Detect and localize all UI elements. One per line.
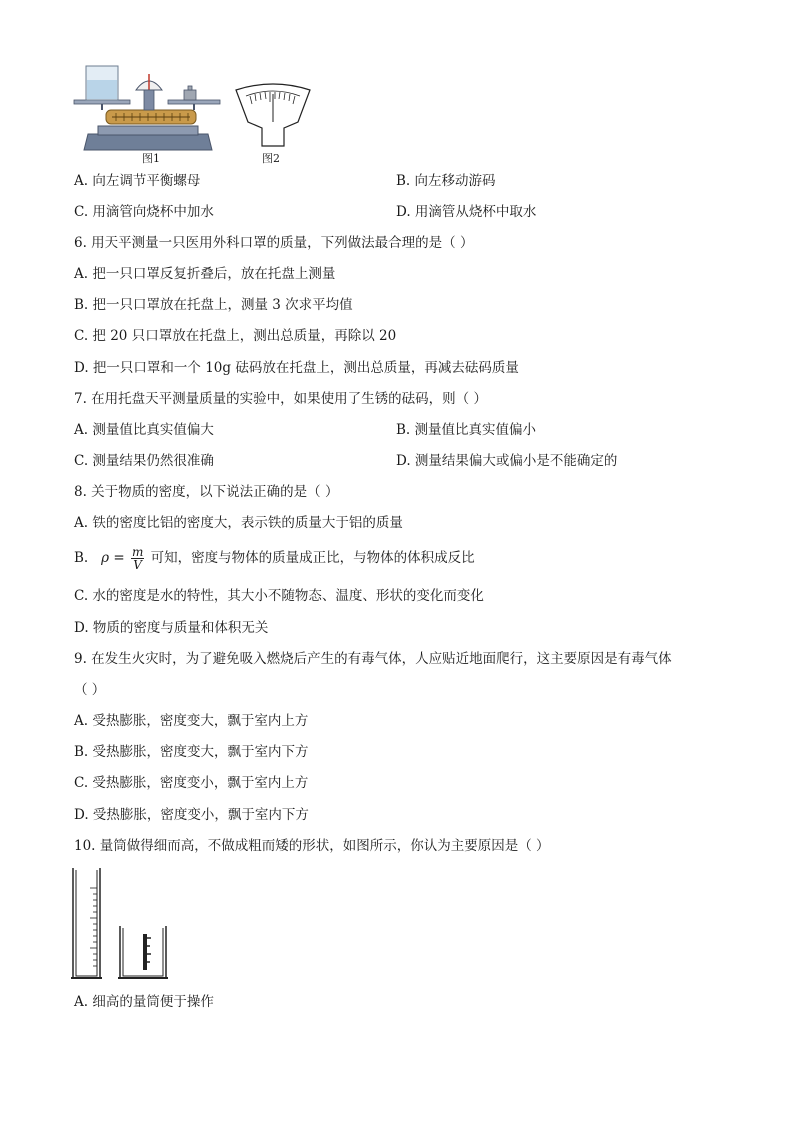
q6-option-c[interactable]: C. 把 20 只口罩放在托盘上，测出总质量，再除以 20: [74, 328, 397, 344]
mass-volume-fraction: [131, 546, 144, 571]
figure-2-caption: 图2: [262, 152, 280, 165]
q10-stem: 10. 量筒做得细而高，不做成粗而矮的形状，如图所示，你认为主要原因是（ ）: [74, 838, 550, 854]
q7-option-a[interactable]: A. 测量值比真实值偏大: [74, 422, 214, 438]
fraction-numerator: m: [131, 545, 144, 559]
q5-option-b[interactable]: B. 向左移动游码: [396, 173, 496, 189]
q9-option-a[interactable]: A. 受热膨胀，密度变大，飘于室内上方: [74, 713, 309, 729]
figure-1-caption: 图1: [142, 152, 160, 165]
q6-option-a[interactable]: A. 把一只口罩反复折叠后，放在托盘上测量: [74, 266, 336, 282]
q8-option-a[interactable]: A. 铁的密度比铝的密度大，表示铁的质量大于铝的质量: [74, 515, 403, 531]
q7-stem: 7. 在用托盘天平测量质量的实验中，如果使用了生锈的砝码，则（ ）: [74, 391, 487, 407]
density-symbol: ρ: [101, 550, 110, 566]
q8-option-b-label: B.: [74, 550, 89, 566]
q5-option-a[interactable]: A. 向左调节平衡螺母: [74, 173, 201, 189]
balance-figure: [72, 60, 224, 152]
q9-stem-line1: 9. 在发生火灾时，为了避免吸入燃烧后产生的有毒气体，人应贴近地面爬行，这主要原因是有毒气体: [74, 651, 672, 667]
q7-option-d[interactable]: D. 测量结果偏大或偏小是不能确定的: [396, 453, 618, 469]
q9-option-d[interactable]: D. 受热膨胀，密度变小，飘于室内下方: [74, 807, 309, 823]
q8-option-b[interactable]: [74, 543, 475, 573]
q8-option-d[interactable]: D. 物质的密度与质量和体积无关: [74, 620, 269, 636]
graduated-cylinders-figure: [70, 866, 176, 984]
q10-option-a[interactable]: A. 细高的量筒便于操作: [74, 994, 214, 1010]
q5-option-d[interactable]: D. 用滴管从烧杯中取水: [396, 204, 537, 220]
q6-option-b[interactable]: B. 把一只口罩放在托盘上，测量 3 次求平均值: [74, 297, 353, 313]
q9-option-c[interactable]: C. 受热膨胀，密度变小，飘于室内上方: [74, 775, 309, 791]
pointer-scale-figure: [232, 82, 314, 148]
q7-option-b[interactable]: B. 测量值比真实值偏小: [396, 422, 537, 438]
q8-option-b-text: 可知，密度与物体的质量成正比，与物体的体积成反比: [150, 550, 475, 566]
q9-option-b[interactable]: B. 受热膨胀，密度变大，飘于室内下方: [74, 744, 309, 760]
q8-option-c[interactable]: C. 水的密度是水的特性，其大小不随物态、温度、形状的变化而变化: [74, 588, 484, 604]
q8-stem: 8. 关于物质的密度，以下说法正确的是（ ）: [74, 484, 339, 500]
formula-equals: =: [113, 550, 125, 566]
q5-option-c[interactable]: C. 用滴管向烧杯中加水: [74, 204, 214, 220]
q7-option-c[interactable]: C. 测量结果仍然很准确: [74, 453, 214, 469]
q9-stem-line2: （ ）: [74, 682, 106, 698]
q6-stem: 6. 用天平测量一只医用外科口罩的质量，下列做法最合理的是（ ）: [74, 235, 474, 251]
fraction-denominator: V: [133, 558, 142, 572]
q6-option-d[interactable]: D. 把一只口罩和一个 10g 砝码放在托盘上，测出总质量，再减去砝码质量: [74, 360, 519, 376]
